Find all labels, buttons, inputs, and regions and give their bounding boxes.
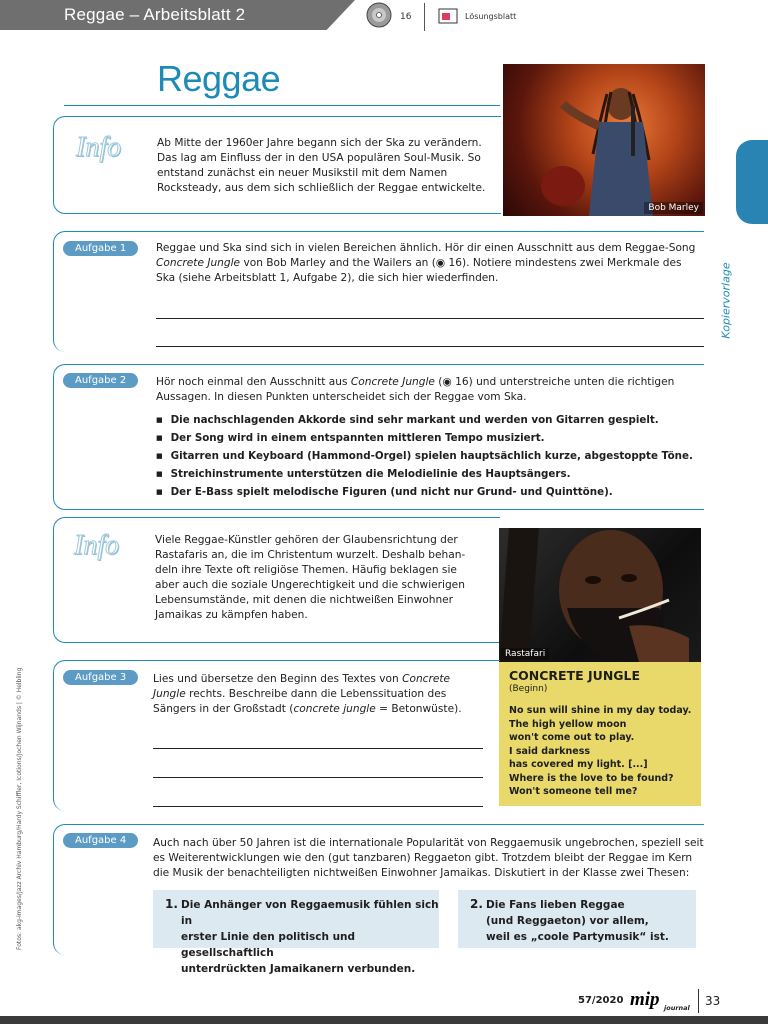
task-3-line-2 <box>153 687 483 702</box>
task-4-line: die Musik der benachteiligten nichtweißen Einwohner Jamaikas. Diskutiert in der Klasse zwei Thesen: <box>153 867 690 879</box>
task-3-line-1a: Lies und übersetze den Beginn des Textes von <box>153 673 403 685</box>
thesis-text <box>486 897 669 945</box>
task-4-line: es Weiterentwicklungen wie den (gut tanzbaren) Reggaeton gibt. Trotzdem bleibt der Reggae im Kern <box>153 852 693 864</box>
info-2-line: aber auch die soziale Ungerechtigkeit und die schwierigen <box>155 579 465 591</box>
lyrics-line: Where is the love to be found? <box>509 772 674 784</box>
task-tag-1: Aufgabe 1 <box>63 241 138 256</box>
thesis-number: 2. <box>470 897 483 911</box>
task-tag-4: Aufgabe 4 <box>63 833 138 848</box>
task-4-line: Auch nach über 50 Jahren ist die internationale Popularität von Reggaemusik ungebrochen, speziell seit <box>153 837 704 849</box>
task-2-line-1a: Hör noch einmal den Ausschnitt aus <box>156 376 351 388</box>
info-2-line: Jamaikas zu kämpfen haben. <box>155 609 308 621</box>
song-title: Jungle <box>153 688 186 700</box>
info-text-2 <box>155 533 489 623</box>
worksheet-title: Reggae – Arbeitsblatt 2 <box>64 5 246 24</box>
answer-line[interactable] <box>153 777 483 778</box>
lyrics-box <box>499 662 701 806</box>
info-2-line: Lebensumstände, mit denen die nichtweißen Einwohner <box>155 594 454 606</box>
photo-credit: Fotos: akg-images/Jazz Archiv Hamburg/Hardy Schiffler, Icotions/Jochen Wijnands | © Helbling <box>16 667 23 950</box>
answer-line[interactable] <box>156 346 704 347</box>
statement-item[interactable]: ■ Streichinstrumente unterstützen die Melodielinie des Hauptsängers. <box>156 466 704 484</box>
page-number: 33 <box>705 994 721 1008</box>
task-2-line-1b: ( <box>434 376 443 388</box>
cd-inline-icon: ◉ <box>442 376 456 388</box>
solution-sheet-label: Lösungsblatt <box>465 12 517 21</box>
song-title: Concrete Jungle <box>156 257 241 269</box>
task-3-text <box>153 672 483 717</box>
kopiervorlage-label: Kopiervorlage <box>719 262 733 339</box>
statement-item[interactable]: ■ Die nachschlagenden Akkorde sind sehr markant und werden von Gitarren gespielt. <box>156 412 704 430</box>
song-title: Concrete Jungle <box>350 376 435 388</box>
task-1-line-2 <box>156 256 704 271</box>
cd-icon <box>366 2 392 28</box>
singer-silhouette <box>503 64 705 216</box>
photo-bob-marley <box>503 64 705 216</box>
mip-journal-logo-sub: journal <box>664 1004 690 1012</box>
task-1-line-2b: ). Notiere mindestens zwei Merkmale des <box>462 257 682 269</box>
task-2-line-1c: ) und unterstreiche unten die richtigen <box>468 376 675 388</box>
thesis-line: Die Fans lieben Reggae <box>486 899 625 911</box>
task-1-line-2a: von Bob Marley and the Wailers an ( <box>240 257 436 269</box>
statement-item[interactable]: ■ Gitarren und Keyboard (Hammond-Orgel) spielen hauptsächlich kurze, abgestoppte Töne. <box>156 448 704 466</box>
task-3-line-2b: rechts. Beschreibe dann die Lebenssituation des <box>185 688 447 700</box>
lyrics-line: The high yellow moon <box>509 718 627 730</box>
page-title: Reggae <box>157 58 281 99</box>
lyrics-line: I said darkness <box>509 745 591 757</box>
praxis-label: Praxis <box>723 167 737 203</box>
task-2-line-1 <box>156 375 704 390</box>
concrete-jungle-term: concrete jungle <box>293 703 376 715</box>
track-ref: 16 <box>448 257 463 269</box>
statement-list <box>156 412 704 502</box>
lyrics-subtitle: (Beginn) <box>509 684 548 694</box>
thesis-box-1 <box>153 890 439 975</box>
task-3-line-3c: = Betonwüste). <box>375 703 462 715</box>
photo-rastafari <box>499 528 701 662</box>
task-3-line-3a: Sängers in der Großstadt ( <box>153 703 294 715</box>
info-logo: Info <box>76 132 122 163</box>
task-1-text <box>156 241 704 286</box>
cd-inline-icon: ◉ <box>435 257 449 269</box>
thesis-line: Die Anhänger von Reggaemusik fühlen sich in <box>181 899 439 927</box>
photo-caption-rastafari: Rastafari <box>501 648 549 660</box>
lyrics-line: won't come out to play. <box>509 732 635 743</box>
footer-divider <box>698 989 699 1013</box>
info-2-line: Rastafaris an, die im Christentum wurzelt. Deshalb behan- <box>155 549 466 561</box>
info-logo: Info <box>74 530 120 561</box>
kopiervorlage-wrap <box>719 236 746 366</box>
header-divider <box>424 3 425 31</box>
task-1-line-1: Reggae und Ska sind sich in vielen Bereichen ähnlich. Hör dir einen Ausschnitt aus dem Reggae-Song <box>156 242 696 254</box>
thesis-box-2 <box>458 890 696 948</box>
lyrics-line: has covered my light. [...] <box>509 759 648 770</box>
thesis-text <box>181 897 439 977</box>
solution-sheet-icon <box>438 8 458 24</box>
task-1-line-3: Ska (siehe Arbeitsblatt 1, Aufgabe 2), die sich hier wiederfinden. <box>156 272 499 284</box>
answer-line[interactable] <box>156 318 704 319</box>
song-title: Concrete <box>402 673 451 685</box>
task-2-line-2: Aussagen. In diesen Punkten unterscheidet sich der Reggae vom Ska. <box>156 391 527 403</box>
lyrics-line: No sun will shine in my day today. <box>509 705 692 716</box>
cd-track-number: 16 <box>400 12 412 22</box>
task-tag-3: Aufgabe 3 <box>63 670 138 685</box>
thesis-number: 1. <box>165 897 178 911</box>
track-ref: 16 <box>455 376 469 388</box>
statement-item[interactable]: ■ Der E-Bass spielt melodische Figuren (und nicht nur Grund- und Quinttöne). <box>156 484 704 502</box>
task-3-line-3 <box>153 702 483 717</box>
info-text-1: Ab Mitte der 1960er Jahre begann sich der Ska zu verändern. Das lag am Einfluss der in den USA populären Soul-Musik. So entstand zunächst ein neuer Musikstil mit dem Namen Rocksteady, aus dem sich schließlich der Reggae entwickelte. <box>157 137 486 194</box>
title-rule <box>64 105 500 106</box>
task-2-text <box>156 375 704 405</box>
task-tag-2: Aufgabe 2 <box>63 373 138 388</box>
answer-line[interactable] <box>153 748 483 749</box>
info-2-line: deln ihre Texte oft religiöse Themen. Häufig beklagen sie <box>155 564 457 576</box>
lyrics-line: Won't someone tell me? <box>509 786 638 797</box>
thesis-line: erster Linie den politisch und gesellschaftlich <box>181 931 356 959</box>
bottom-edge <box>0 1016 768 1024</box>
issue-number: 57/2020 <box>578 995 624 1006</box>
info-2-line: Viele Reggae-Künstler gehören der Glaubensrichtung der <box>155 534 458 546</box>
task-3-line-1 <box>153 672 483 687</box>
praxis-label-wrap <box>723 150 750 220</box>
mip-journal-logo: mip <box>630 989 660 1010</box>
thesis-line: weil es „coole Partymusik“ ist. <box>486 931 669 943</box>
thesis-line: (und Reggaeton) vor allem, <box>486 915 649 927</box>
statement-item[interactable]: ■ Der Song wird in einem entspannten mittleren Tempo musiziert. <box>156 430 704 448</box>
lyrics-lines <box>509 704 691 799</box>
answer-line[interactable] <box>153 806 483 807</box>
lyrics-title: CONCRETE JUNGLE <box>509 668 641 683</box>
rastafari-portrait <box>499 528 701 662</box>
thesis-line: unterdrückten Jamaikanern verbunden. <box>181 963 416 975</box>
photo-caption-bob-marley: Bob Marley <box>644 202 703 214</box>
task-4-text <box>153 836 709 881</box>
